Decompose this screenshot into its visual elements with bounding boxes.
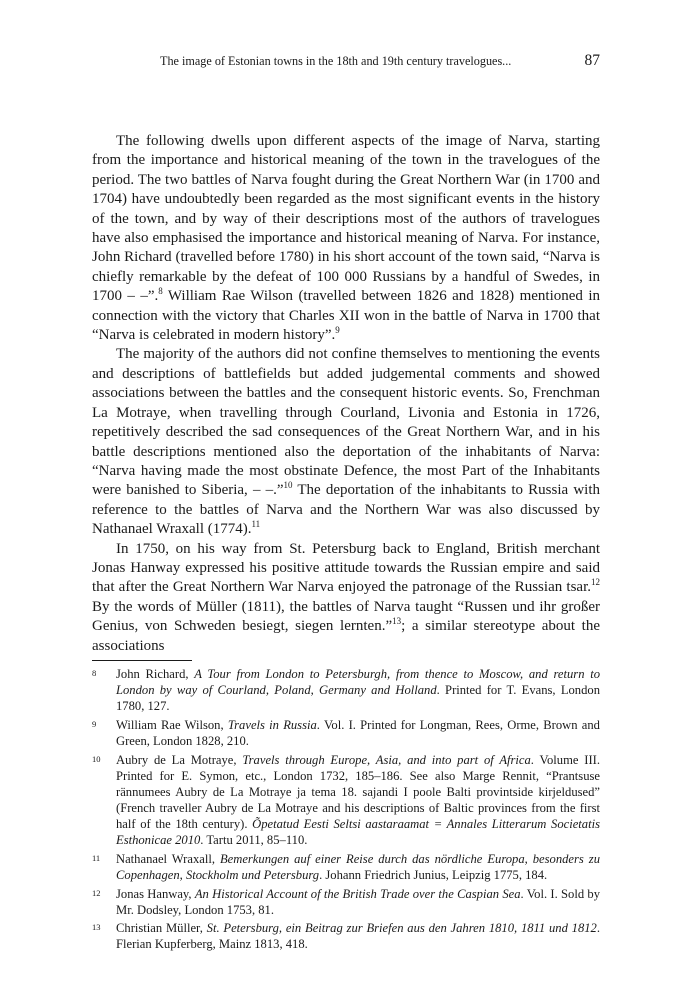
footnote-number: 9 [92, 718, 97, 729]
running-header [92, 54, 600, 72]
work-title: Travels through Europe, Asia, and into part of Africa [242, 752, 531, 767]
paragraph: In 1750, on his way from St. Petersburg back to England, British merchant Jonas Hanway expressed his positive attitude towards the Russian empire and said that after the Great Northern War Narva enjoyed the patronage of the Russian tsar.$^{12}$ By the words of Müller (1811), the battles of Narva taught “Russen und ihr großer Genius, von Schweden besiegt, siegen lernten.”$^{13}$; a similar stereotype about the associations [92, 540, 600, 654]
footnote: 8 John Richard, A Tour from London to Petersburgh, from thence to Moscow, and return to London by way of Courland, Poland, Germany and Holland. Printed for T. Evans, London 1780, 127. [92, 667, 600, 714]
work-title: Travels in Russia [227, 717, 317, 732]
footnote-ref[interactable]: 9 [335, 325, 340, 336]
work-title: Õpetatud Eesti Seltsi aastaraamat = Annales Litterarum Societatis Esthonicae 2010 [116, 817, 600, 848]
footnote-ref[interactable]: 11 [251, 519, 261, 530]
main-text [92, 132, 600, 656]
footnote: 12 Jonas Hanway, An Historical Account of the British Trade over the Caspian Sea. Vol. I. Sold by Mr. Dodsley, London 1753, 81. [92, 886, 600, 917]
footnote-number: 12 [92, 887, 101, 898]
paragraph: The majority of the authors did not confine themselves to mentioning the events and descriptions of battlefields but added judgemental comments and showed associations between the battles and the consequent historic events. So, Frenchman La Motraye, when travelling through Courland, Livonia and Estonia in 1726, repetitively described the sad consequences of the Great Northern War, and in his battle descriptions mentioned also the deportation of the inhabitants of Narva: “Narva having made the most obstinate Defence, the most Part of the Inhabitants were banished to Siberia, – –.”$^{10}$ The deportation of the inhabitants to Russia with reference to the battles of Narva and the Northern War was also discussed by Nathanael Wraxall (1774).$^{11}$ [92, 346, 600, 538]
footnote: 9 William Rae Wilson, Travels in Russia. Vol. I. Printed for Longman, Rees, Orme, Brown and Green, London 1828, 210. [92, 717, 600, 748]
footnote-ref[interactable]: 12 [591, 577, 600, 588]
footnotes [92, 666, 600, 955]
work-title: A Tour from London to Petersburgh, from thence to Moscow, and return to London by way of Courland, Poland, Germany and Holland [116, 667, 600, 698]
footnote-ref[interactable]: 8 [158, 286, 163, 297]
footnote-number: 11 [92, 852, 101, 863]
footnote: 10 Aubry de La Motraye, Travels through Europe, Asia, and into part of Africa. Volume III. Printed for E. Symon, etc., London 1732, 185–186. See also Marge Rennit, “Prantsuse rännumees Aubry de La Motraye ja tema 18. sajandi I poole Balti provintside kirjeldused” (French traveller Aubry de La Motraye and his descriptions of Baltic provinces from the first half of the 18th century). Õpetatud Eesti Seltsi aastaraamat = Annales Litterarum Societatis Esthonicae 2010. Tartu 2011, 85–110. [92, 752, 600, 848]
running-title: The image of Estonian towns in the 18th and 19th century travelogues... [160, 54, 512, 68]
work-title: Bemerkungen auf einer Reise durch das nördliche Europa, besonders zu Copenhagen, Stockholm und Petersburg [116, 851, 600, 882]
work-title: St. Petersburg, ein Beitrag zur Briefen aus den Jahren 1810, 1811 und 1812 [206, 921, 597, 936]
footnote-number: 10 [92, 753, 101, 764]
footnote-number: 13 [92, 922, 101, 933]
paragraph: The following dwells upon different aspects of the image of Narva, starting from the importance and historical meaning of the town in the travelogues of the period. The two battles of Narva fought during the Great Northern War (in 1700 and 1704) have undoubtedly been regarded as the most significant events in the history of the town, and by way of their descriptions most of the authors of travelogues have also emphasised the importance and historical meaning of Narva. For instance, John Richard (travelled before 1780) in his short account of the town said, “Narva is chiefly remarkable by the defeat of 100 000 Russians by a handful of Swedes, in 1700 – –”.$^8$ William Rae Wilson (travelled between 1826 and 1828) mentioned in connection with the victory that Charles XII won in the battle of Narva in 1700 that “Narva is celebrated in modern history”.$^9$ [92, 133, 600, 344]
work-title: An Historical Account of the British Trade over the Caspian Sea [194, 886, 521, 901]
footnote-ref[interactable]: 13 [392, 616, 402, 627]
footnote-number: 8 [92, 668, 97, 678]
footnote: 11 Nathanael Wraxall, Bemerkungen auf einer Reise durch das nördliche Europa, besonders zu Copenhagen, Stockholm und Petersburg. Johann Friedrich Junius, Leipzig 1775, 184. [92, 851, 600, 882]
footnote-ref[interactable]: 10 [283, 480, 293, 491]
footnote-separator [92, 660, 192, 661]
page-number: 87 [584, 52, 600, 69]
footnote: 13 Christian Müller, St. Petersburg, ein Beitrag zur Briefen aus den Jahren 1810, 1811 und 1812. Flerian Kupferberg, Mainz 1813, 418. [92, 921, 600, 952]
